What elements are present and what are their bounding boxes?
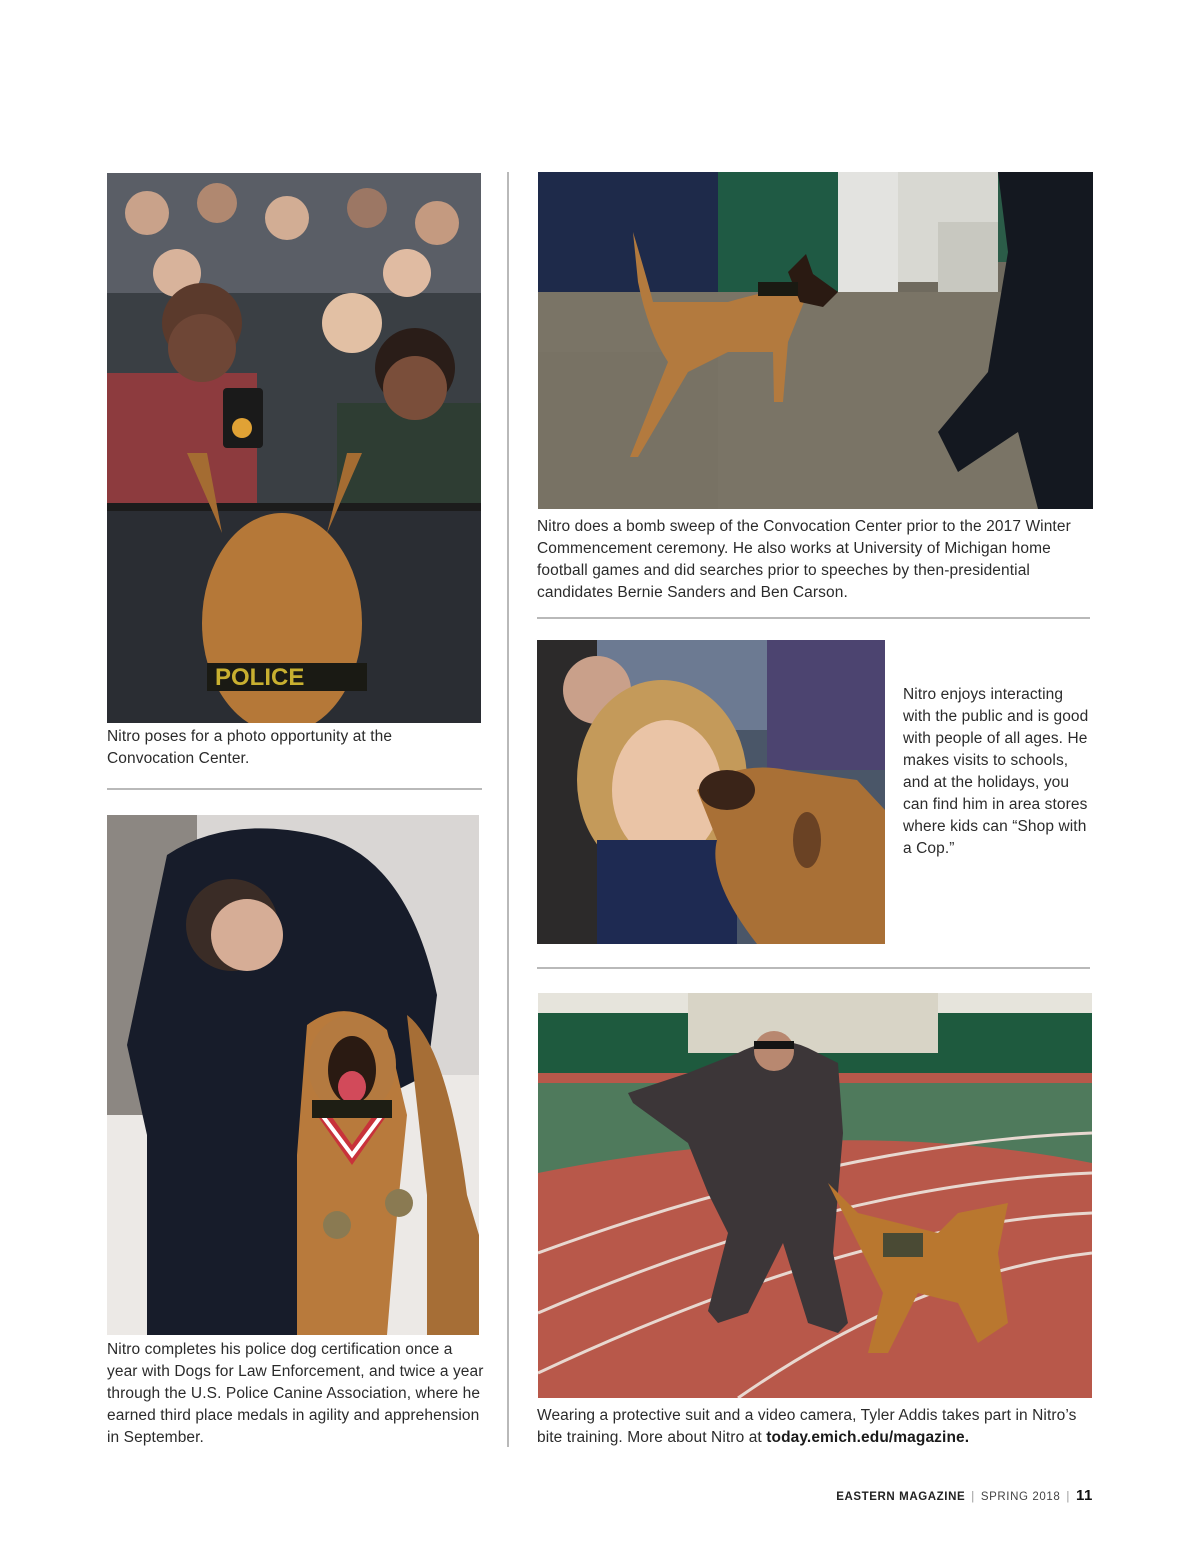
photo-crowd bbox=[107, 173, 481, 723]
magazine-link[interactable]: today.emich.edu/magazine. bbox=[766, 1429, 970, 1446]
photo-medal bbox=[107, 815, 479, 1335]
page-footer bbox=[800, 1487, 1093, 1504]
divider-right-1 bbox=[537, 617, 1090, 619]
page-number: 11 bbox=[1075, 1487, 1093, 1504]
footer-separator: | bbox=[1066, 1491, 1070, 1503]
photo-training bbox=[538, 993, 1092, 1398]
footer-separator: | bbox=[971, 1491, 975, 1503]
photo-sweep bbox=[538, 172, 1093, 509]
divider-right-2 bbox=[537, 967, 1090, 969]
caption-training-text: Wearing a protective suit and a video camera, Tyler Addis takes part in Nitro’s bite training. More about Nitro at bbox=[537, 1407, 1077, 1446]
footer-issue: SPRING 2018 bbox=[980, 1491, 1061, 1503]
divider-left bbox=[107, 788, 482, 790]
caption-sweep: Nitro does a bomb sweep of the Convocation Center prior to the 2017 Winter Commencement ceremony. He also works at University of Michigan home football games and did searches prior to speeches by then-presidential candidates Bernie Sanders and Ben Carson. bbox=[537, 518, 1071, 601]
footer-magazine: EASTERN MAGAZINE bbox=[836, 1491, 966, 1503]
caption-medal: Nitro completes his police dog certification once a year with Dogs for Law Enforcement, and twice a year through the U.S. Police Canine Association, where he earned third place medals in agility and apprehension in September. bbox=[107, 1341, 484, 1446]
caption-girl: Nitro enjoys interacting with the public and is good with people of all ages. He makes visits to schools, and at the holidays, you can find him in area stores where kids can “Shop with a Cop.” bbox=[903, 686, 1089, 857]
caption-crowd: Nitro poses for a photo opportunity at the Convocation Center. bbox=[107, 728, 393, 767]
photo-girl bbox=[537, 640, 885, 944]
collar-text: POLICE bbox=[215, 664, 305, 691]
caption-training bbox=[537, 1405, 1097, 1449]
column-divider bbox=[507, 172, 509, 1447]
